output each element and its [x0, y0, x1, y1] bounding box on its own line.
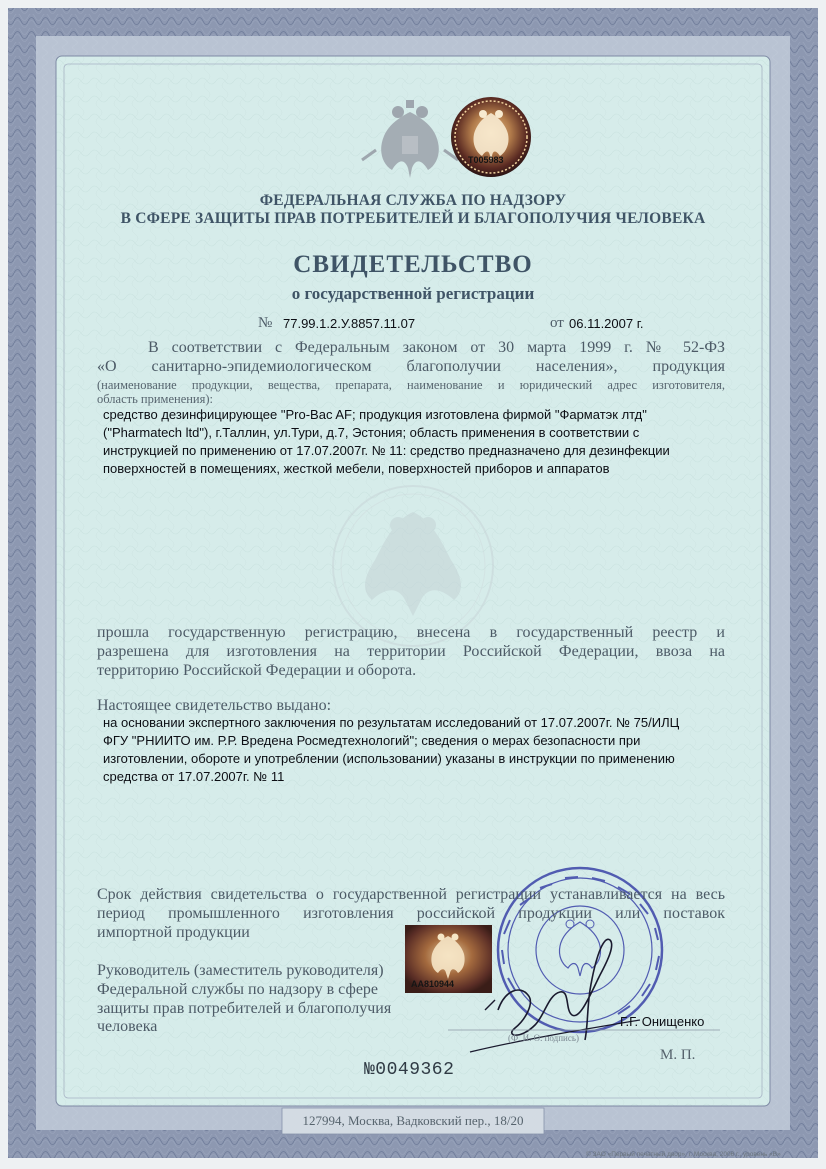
hologram-top-code: Т005983: [468, 155, 504, 165]
signatory-line-2: Федеральной службы по надзору в сфере: [97, 981, 379, 998]
product-line: средство дезинфицирующее "Pro-Bac AF; продукция изготовлена фирмой "Фарматэк лтд": [103, 407, 647, 422]
seal-place-label: М. П.: [660, 1047, 696, 1063]
issued-line: изготовлении, обороте и употреблении (использовании) указаны в инструкции по применению: [103, 751, 675, 766]
reg-number-prefix: №: [258, 315, 273, 331]
intro-line-2: «О санитарно-эпидемиологическом благополучии населения», продукция: [97, 358, 725, 375]
issued-description: [103, 714, 713, 786]
printer-credit: © ЗАО «Первый печатный двор», г. Москва, 2006 г., уровень «В»: [586, 1151, 781, 1158]
intro-hint-1: (наименование продукции, вещества, препарата, наименование и юридический адрес изготовителя,: [97, 378, 725, 392]
document-title: СВИДЕТЕЛЬСТВО: [293, 251, 533, 278]
signatory-line-3: защиты прав потребителей и благополучия: [97, 1000, 392, 1017]
footer-address: 127994, Москва, Вадковский пер., 18/20: [302, 1113, 524, 1128]
product-line: ("Pharmatech ltd"), г.Таллин, ул.Тури, д.7, Эстония; область применения в соответствии с: [103, 425, 640, 440]
status-line-2: разрешена для изготовления на территории Российской Федерации, ввоза на: [97, 643, 725, 660]
issued-line: на основании экспертного заключения по результатам исследований от 17.07.2007г. № 75/ИЛЦ: [103, 715, 680, 730]
validity-line-3: импортной продукции: [97, 924, 250, 941]
certificate-number: №0049362: [364, 1060, 455, 1080]
validity-line-2: период промышленного изготовления российской продукции или поставок: [97, 905, 725, 922]
issued-heading: Настоящее свидетельство выдано:: [97, 697, 332, 714]
status-line-3: территорию Российской Федерации и оборота.: [97, 662, 417, 679]
issued-line: средства от 17.07.2007г. № 11: [103, 769, 285, 784]
issued-line: ФГУ "РНИИТО им. Р.Р. Вредена Росмедтехнологий"; сведения о мерах безопасности при: [103, 733, 641, 748]
hologram-bottom-code: АА810944: [411, 979, 455, 989]
intro-hint-2: область применения):: [97, 392, 214, 406]
status-line-1: прошла государственную регистрацию, внесена в государственный реестр и: [97, 624, 725, 641]
product-line: инструкцией по применению от 17.07.2007г. № 11: средство предназначено для дезинфекции: [103, 443, 670, 458]
product-line: поверхностей в помещениях, жесткой мебели, поверхностей приборов и аппаратов: [103, 461, 610, 476]
signatory-line-4: человека: [97, 1018, 158, 1035]
org-line-2: В СФЕРЕ ЗАЩИТЫ ПРАВ ПОТРЕБИТЕЛЕЙ И БЛАГОПОЛУЧИЯ ЧЕЛОВЕКА: [120, 210, 706, 227]
intro-line-1: В соответствии с Федеральным законом от 30 марта 1999 г. № 52-ФЗ: [148, 339, 725, 356]
reg-date-prefix: от: [550, 315, 564, 331]
signatory-line-1: Руководитель (заместитель руководителя): [97, 962, 384, 979]
reg-date: 06.11.2007 г.: [569, 316, 644, 331]
reg-number: 77.99.1.2.У.8857.11.07: [283, 316, 416, 331]
document-subtitle: о государственной регистрации: [291, 284, 535, 303]
validity-line-1: Срок действия свидетельства о государственной регистрации устанавливается на весь: [97, 886, 725, 903]
signatory-name: Г.Г. Онищенко: [620, 1014, 705, 1029]
signatory-fio-hint: (Ф. И. О. подпись): [508, 1033, 579, 1043]
product-description: [103, 406, 713, 478]
org-line-1: ФЕДЕРАЛЬНАЯ СЛУЖБА ПО НАДЗОРУ: [259, 192, 567, 209]
